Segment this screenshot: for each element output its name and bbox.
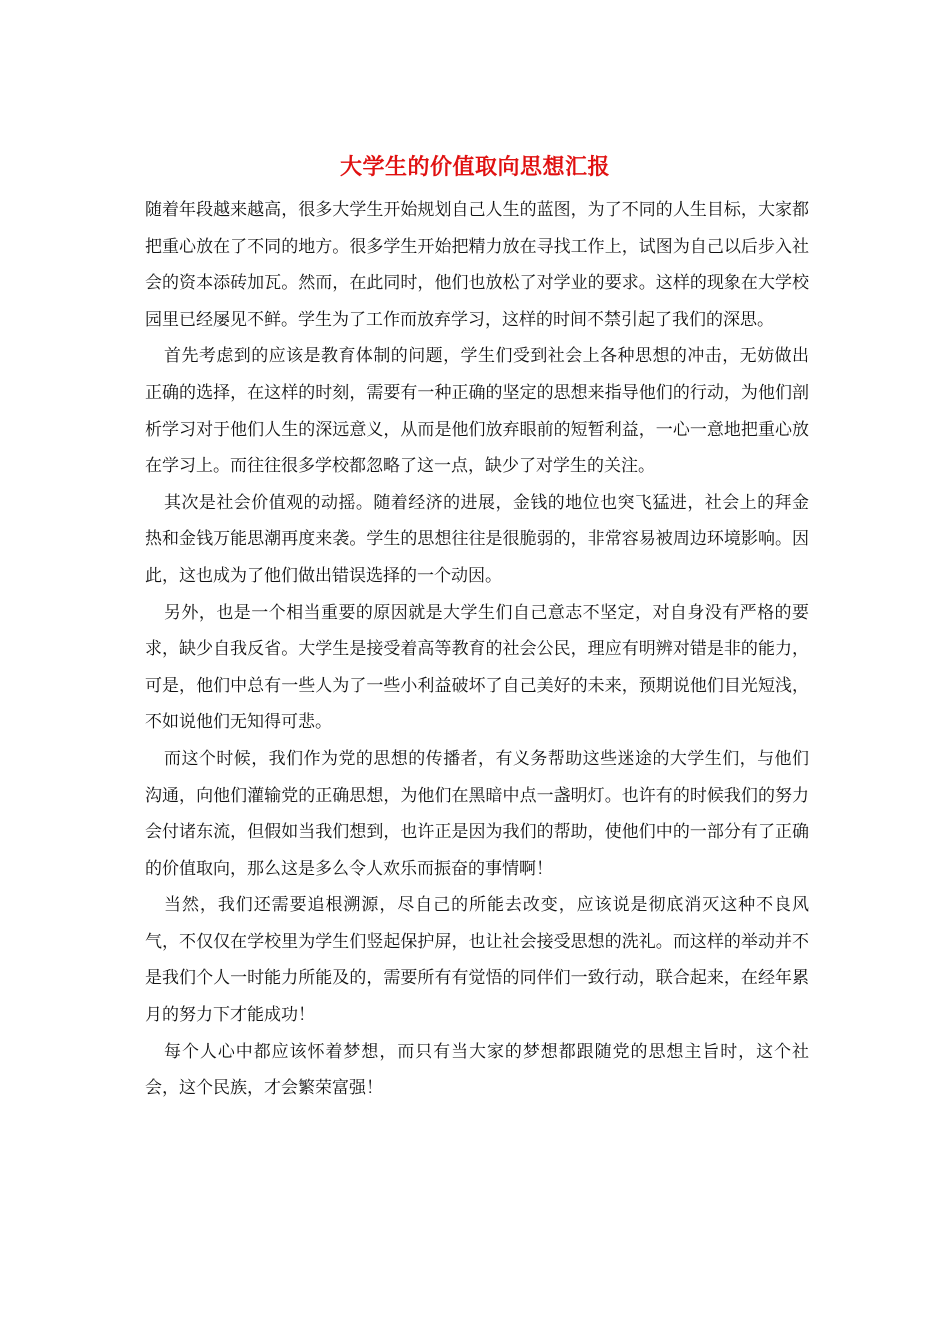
paragraph-4: 另外，也是一个相当重要的原因就是大学生们自己意志不坚定，对自身没有严格的要求，缺少自我反省。大学生是接受着高等教育的社会公民，理应有明辨对错是非的能力，可是，他们中总有一些人为了一些小利益破坏了自己美好的未来，预期说他们目光短浅，不如说他们无知得可悲。 [145, 602, 809, 733]
paragraph-6: 当然，我们还需要追根溯源，尽自己的所能去改变，应该说是彻底消灭这种不良风气，不仅仅在学校里为学生们竖起保护屏，也让社会接受思想的洗礼。而这样的举动并不是我们个人一时能力所能及的，需要所有有觉悟的同伴们一致行动，联合起来，在经年累月的努力下才能成功！ [145, 895, 809, 1026]
paragraph-7: 每个人心中都应该怀着梦想，而只有当大家的梦想都跟随党的思想主旨时，这个社会，这个民族，才会繁荣富强！ [145, 1041, 809, 1099]
paragraph-2: 首先考虑到的应该是教育体制的问题，学生们受到社会上各种思想的冲击，无妨做出正确的选择，在这样的时刻，需要有一种正确的坚定的思想来指导他们的行动，为他们剖析学习对于他们人生的深远意义，从而是他们放弃眼前的短暂利益，一心一意地把重心放在学习上。而往往很多学校都忽略了这一点，缺少了对学生的关注。 [145, 346, 809, 477]
document-title: 大学生的价值取向思想汇报 [339, 154, 610, 180]
paragraph-1: 随着年段越来越高，很多大学生开始规划自己人生的蓝图，为了不同的人生目标，大家都把重心放在了不同的地方。很多学生开始把精力放在寻找工作上，试图为自己以后步入社会的资本添砖加瓦。然而，在此同时，他们也放松了对学业的要求。这样的现象在大学校园里已经屡见不鲜。学生为了工作而放弃学习，这样的时间不禁引起了我们的深思。 [145, 200, 809, 330]
paragraph-3: 其次是社会价值观的动摇。随着经济的进展，金钱的地位也突飞猛进，社会上的拜金热和金钱万能思潮再度来袭。学生的思想往往是很脆弱的，非常容易被周边环境影响。因此，这也成为了他们做出错误选择的一个动因。 [145, 492, 809, 586]
paragraph-5: 而这个时候，我们作为党的思想的传播者，有义务帮助这些迷途的大学生们，与他们沟通，向他们灌输党的正确思想，为他们在黑暗中点一盏明灯。也许有的时候我们的努力会付诸东流，但假如当我们想到，也许正是因为我们的帮助，使他们中的一部分有了正确的价值取向，那么这是多么令人欢乐而振奋的事情啊！ [145, 748, 809, 879]
document-body [145, 192, 809, 1107]
